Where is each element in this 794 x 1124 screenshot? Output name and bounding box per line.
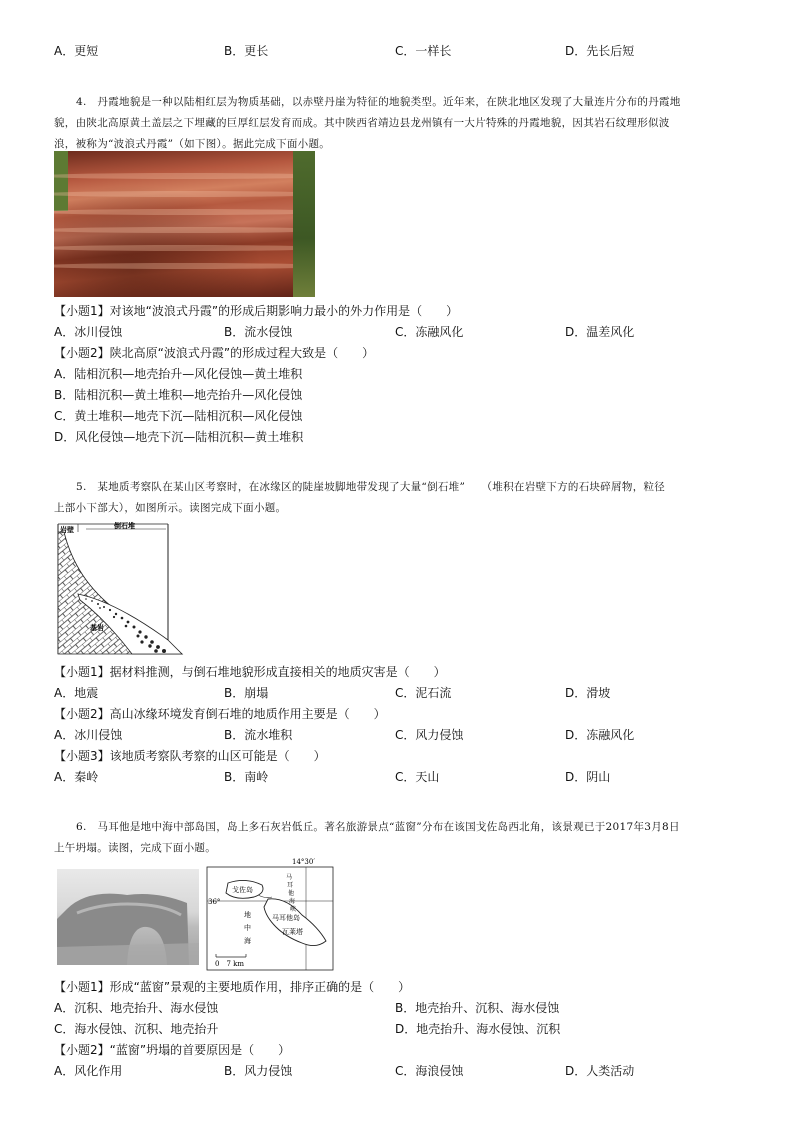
q5-sub2-a: A．冰川侵蚀 — [54, 728, 123, 742]
q6-sub1-stem: 【小题1】形成“蓝窗”景观的主要地质作用，排序正确的是（ ） — [54, 980, 411, 994]
azure-window-photo — [57, 869, 199, 965]
label-heap: 倒石堆 — [114, 522, 135, 530]
map-scale: 0 7 km — [215, 960, 245, 968]
q5-sub3-d: D．阴山 — [565, 770, 611, 784]
q6-sub2-d: D．人类活动 — [565, 1064, 635, 1078]
q6-sub2-a: A．风化作用 — [54, 1064, 123, 1078]
q5-sub3-stem: 【小题3】该地质考察队考察的山区可能是（ ） — [54, 749, 326, 763]
q6-stem-line2: 上午坍塌。读图，完成下面小题。 — [54, 842, 216, 854]
q5-sub1-stem: 【小题1】据材料推测，与倒石堆地貌形成直接相关的地质灾害是（ ） — [54, 665, 446, 679]
q6-sub2-stem: 【小题2】“蓝窗”坍塌的首要原因是（ ） — [54, 1043, 291, 1057]
q5-sub2-d: D．冻融风化 — [565, 728, 635, 742]
q5-sub1-b: B．崩塌 — [224, 686, 269, 700]
q3-option-d: D．先长后短 — [565, 44, 635, 58]
q4-sub2-a: A．陆相沉积—地壳抬升—风化侵蚀—黄土堆积 — [54, 367, 303, 381]
map-lat: 36° — [208, 898, 221, 906]
label-bedrock: 基岩 — [90, 624, 104, 632]
q5-sub1-a: A．地震 — [54, 686, 99, 700]
map-channel-1: 马 — [286, 874, 293, 881]
q5-sub3-c: C．天山 — [395, 770, 440, 784]
map-lon: 14°30′ — [292, 858, 315, 866]
q5-sub1-c: C．泥石流 — [395, 686, 452, 700]
q3-option-a: A．更短 — [54, 44, 99, 58]
map-sea-2: 中 — [244, 924, 251, 932]
q5-sub1-d: D．滑坡 — [565, 686, 611, 700]
q3-option-c: C．一样长 — [395, 44, 452, 58]
q5-sub2-b: B．流水堆积 — [224, 728, 293, 742]
q5-sub2-c: C．风力侵蚀 — [395, 728, 464, 742]
map-channel-2: 耳 — [287, 882, 294, 889]
q4-stem-line3: 浪，被称为“波浪式丹霞”（如下图）。据此完成下面小题。 — [54, 138, 331, 150]
q4-sub2-stem: 【小题2】陕北高原“波浪式丹霞”的形成过程大致是（ ） — [54, 346, 375, 360]
q3-option-b: B．更长 — [224, 44, 269, 58]
map-malta: 马耳他岛 — [272, 914, 300, 922]
q5-stem-line2: 上部小下部大），如图所示。读图完成下面小题。 — [54, 502, 287, 514]
q5-sub3-a: A．秦岭 — [54, 770, 99, 784]
q6-sub1-d: D．地壳抬升、海水侵蚀、沉积 — [395, 1022, 561, 1036]
q4-sub1-a: A．冰川侵蚀 — [54, 325, 123, 339]
danxia-photo — [54, 151, 315, 297]
q6-sub1-c: C．海水侵蚀、沉积、地壳抬升 — [54, 1022, 219, 1036]
q6-sub2-b: B．风力侵蚀 — [224, 1064, 293, 1078]
q4-sub2-c: C．黄土堆积—地壳下沉—陆相沉积—风化侵蚀 — [54, 409, 303, 423]
map-channel-4: 海 — [289, 898, 296, 905]
map-sea-3: 海 — [244, 937, 251, 945]
q4-sub2-b: B．陆相沉积—黄土堆积—地壳抬升—风化侵蚀 — [54, 388, 303, 402]
q6-stem-line1: 6. 马耳他是地中海中部岛国，岛上多石灰岩低丘。著名旅游景点“蓝窗”分布在该国戈佐岛西北角，该景观已于2017年3月8日 — [76, 821, 680, 833]
scree-diagram — [56, 520, 184, 658]
map-channel-3: 他 — [288, 890, 295, 897]
q4-sub1-b: B．流水侵蚀 — [224, 325, 293, 339]
q5-sub3-b: B．南岭 — [224, 770, 269, 784]
map-gozo: 戈佐岛 — [232, 886, 253, 894]
q4-sub2-d: D．风化侵蚀—地壳下沉—陆相沉积—黄土堆积 — [54, 430, 304, 444]
q5-sub2-stem: 【小题2】高山冰缘环境发育倒石堆的地质作用主要是（ ） — [54, 707, 386, 721]
q5-stem-line1: 5. 某地质考察队在某山区考察时，在冰缘区的陡崖坡脚地带发现了大量“倒石堆” （堆积在岩壁下方的石块碎屑物，粒径 — [76, 481, 666, 493]
malta-map — [206, 857, 334, 971]
q4-sub1-d: D．温差风化 — [565, 325, 635, 339]
q4-stem-line1: 4. 丹霞地貌是一种以陆相红层为物质基础，以赤壁丹崖为特征的地貌类型。近年来，在陕北地区发现了大量连片分布的丹霞地 — [76, 96, 681, 108]
q6-sub2-c: C．海浪侵蚀 — [395, 1064, 464, 1078]
map-valletta: 瓦莱塔 — [282, 928, 303, 936]
q6-sub1-b: B．地壳抬升、沉积、海水侵蚀 — [395, 1001, 560, 1015]
q4-stem-line2: 貌，由陕北高原黄土盖层之下埋藏的巨厚红层发育而成。其中陕西省靖边县龙州镇有一大片特殊的丹霞地貌，因其岩石纹理形似波 — [54, 117, 670, 129]
q6-sub1-a: A．沉积、地壳抬升、海水侵蚀 — [54, 1001, 219, 1015]
q4-sub1-c: C．冻融风化 — [395, 325, 464, 339]
map-channel-5: 峡 — [290, 906, 297, 913]
map-sea-1: 地 — [244, 911, 251, 919]
label-wall: 岩壁 — [60, 526, 74, 534]
q4-sub1-stem: 【小题1】对该地“波浪式丹霞”的形成后期影响力最小的外力作用是（ ） — [54, 304, 459, 318]
